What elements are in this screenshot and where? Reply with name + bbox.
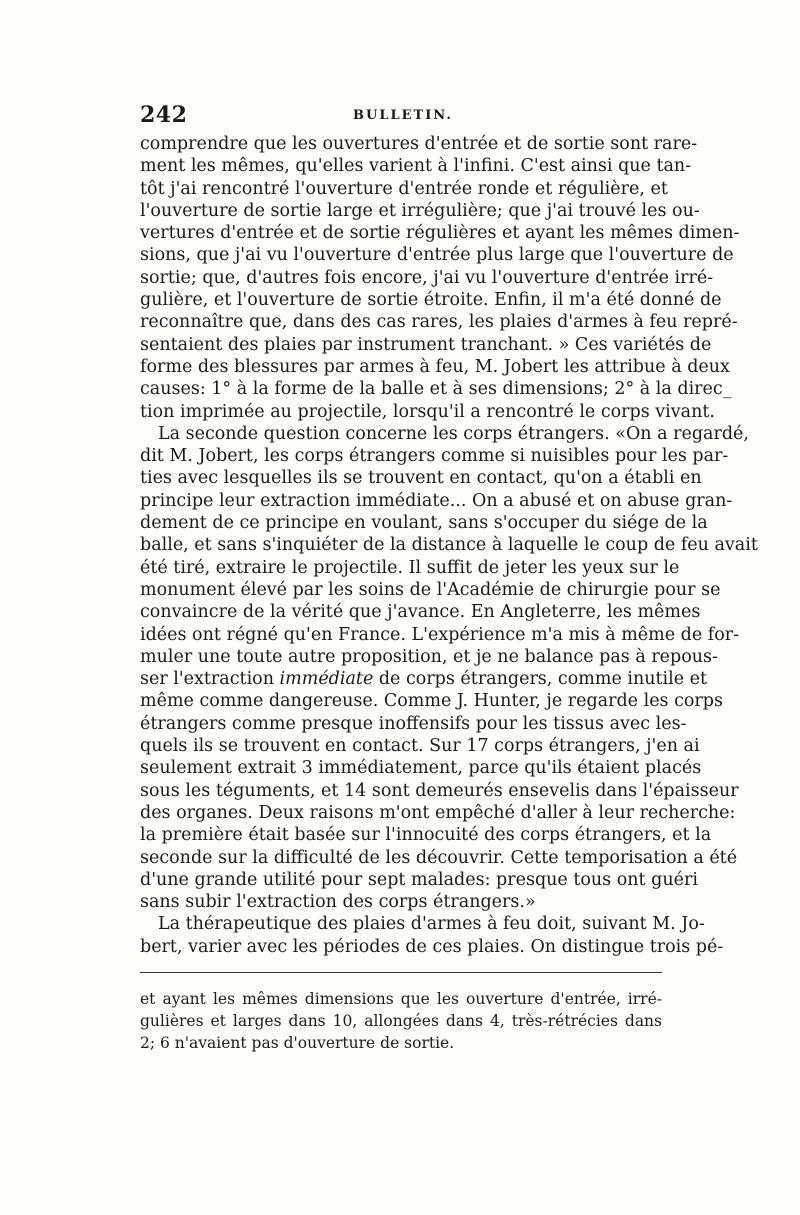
running-title: BULLETIN.: [353, 108, 453, 123]
text-line: été tiré, extraire le projectile. Il suffit de jeter les yeux sur le: [140, 557, 680, 578]
text-line: La seconde question concerne les corps étrangers. «On a regardé,: [158, 423, 749, 444]
text-line: des organes. Deux raisons m'ont empêché d'aller à leur recherche:: [140, 802, 736, 823]
footnote: [140, 988, 662, 1054]
text-line: ties avec lesquelles ils se trouvent en contact, qu'on a établi en: [140, 468, 702, 489]
footnote-line: et ayant les mêmes dimensions que les ouverture d'entrée, irré-: [140, 990, 662, 1008]
text-line: dement de ce principe en voulant, sans s'occuper du siége de la: [140, 513, 708, 534]
footnote-line: 2; 6 n'avaient pas d'ouverture de sortie.: [140, 1034, 455, 1052]
footnote-divider: [140, 972, 662, 973]
text-line: vertures d'entrée et de sortie régulières et ayant les mêmes dimen-: [140, 223, 740, 244]
page-header: [140, 102, 670, 132]
text-line: reconnaître que, dans des cas rares, les plaies d'armes à feu repré-: [140, 312, 738, 333]
text-line: ser l'extraction immédiate de corps étrangers, comme inutile et: [140, 669, 708, 690]
text-line: sans subir l'extraction des corps étrangers.»: [140, 892, 536, 913]
text-line: gulière, et l'ouverture de sortie étroite. Enfin, il m'a été donné de: [140, 290, 722, 311]
text-line: monument élevé par les soins de l'Académie de chirurgie pour se: [140, 579, 721, 600]
text-line: dit M. Jobert, les corps étrangers comme si nuisibles pour les par-: [140, 446, 729, 467]
text-line: la première était basée sur l'innocuité des corps étrangers, et la: [140, 825, 712, 846]
text-line: quels ils se trouvent en contact. Sur 17 corps étrangers, j'en ai: [140, 736, 700, 757]
text-line: ment les mêmes, qu'elles varient à l'infini. C'est ainsi que tan-: [140, 156, 692, 177]
text-line: principe leur extraction immédiate... On a abusé et on abuse gran-: [140, 490, 733, 511]
text-line: tion imprimée au projectile, lorsqu'il a rencontré le corps vivant.: [140, 401, 715, 422]
text-line: étrangers comme presque inoffensifs pour les tissus avec les-: [140, 713, 687, 734]
text-line: sortie; que, d'autres fois encore, j'ai vu l'ouverture d'entrée irré-: [140, 267, 714, 288]
body-text: [140, 133, 758, 958]
footnote-line: gulières et larges dans 10, allongées dans 4, très-rétrécies dans: [140, 1012, 662, 1030]
text-line: forme des blessures par armes à feu, M. Jobert les attribue à deux: [140, 356, 730, 377]
text-line: seulement extrait 3 immédiatement, parce qu'ils étaient placés: [140, 758, 702, 779]
text-line: sentaient des plaies par instrument tranchant. » Ces variétés de: [140, 334, 712, 355]
text-line: tôt j'ai rencontré l'ouverture d'entrée ronde et régulière, et: [140, 178, 668, 199]
text-line: La thérapeutique des plaies d'armes à feu doit, suivant M. Jo-: [158, 914, 705, 935]
page-number: 242: [140, 102, 188, 128]
text-line: idées ont régné qu'en France. L'expérience m'a mis à même de for-: [140, 624, 740, 645]
text-line: balle, et sans s'inquiéter de la distance à laquelle le coup de feu avait: [140, 535, 758, 556]
text-line: convaincre de la vérité que j'avance. En Angleterre, les mêmes: [140, 602, 701, 623]
text-line: bert, varier avec les périodes de ces plaies. On distingue trois pé-: [140, 936, 724, 957]
text-line: muler une toute autre proposition, et je ne balance pas à repous-: [140, 646, 718, 667]
text-line: d'une grande utilité pour sept malades: presque tous ont guéri: [140, 869, 698, 890]
text-line: sions, que j'ai vu l'ouverture d'entrée plus large que l'ouverture de: [140, 245, 734, 266]
text-line: sous les téguments, et 14 sont demeurés ensevelis dans l'épaisseur: [140, 780, 739, 801]
text-line: comprendre que les ouvertures d'entrée et de sortie sont rare-: [140, 134, 698, 154]
text-line: même comme dangereuse. Comme J. Hunter, je regarde les corps: [140, 691, 723, 712]
text-line: seconde sur la difficulté de les découvrir. Cette temporisation a été: [140, 847, 738, 868]
text-line: causes: 1° à la forme de la balle et à ses dimensions; 2° à la direc_: [140, 379, 732, 400]
text-line: l'ouverture de sortie large et irrégulière; que j'ai trouvé les ou-: [140, 200, 700, 221]
